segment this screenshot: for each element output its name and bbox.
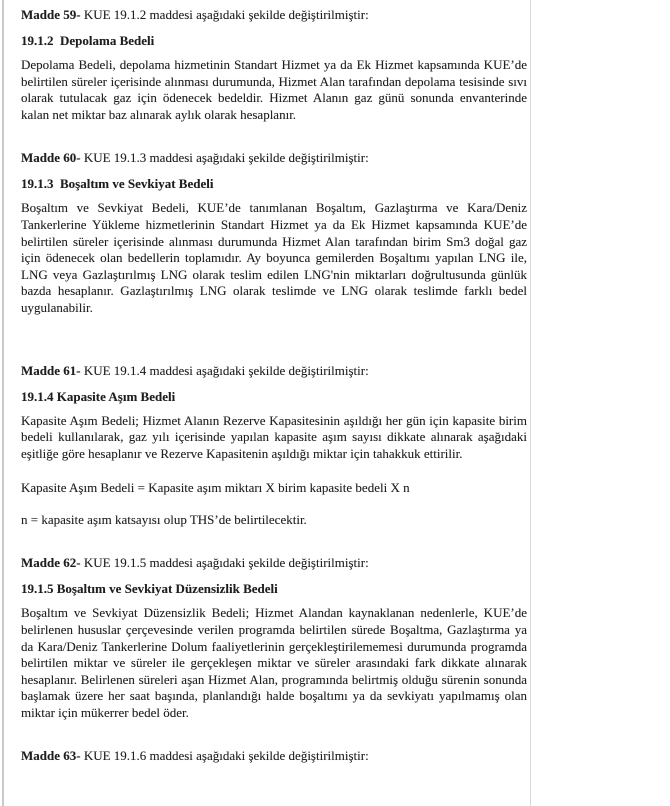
article-intro-line xyxy=(21,149,527,166)
article-intro-text: KUE 19.1.3 maddesi aşağıdaki şekilde değiştirilmiştir: xyxy=(83,150,369,166)
clause-paragraph: Boşaltım ve Sevkiyat Düzensizlik Bedeli; Hizmet Alandan kaynaklanan nedenlerle, KUE’de belirlenen hususlar çerçevesinde verilen programda belirtilen sürede Boşaltma, Gazlaştırma ya da Kara/Deniz Tankerlerine Dolum faaliyetlerinin gerçekleştirilememesi durumunda programda belirtilen miktar ve süreler ile gerçekleşen miktar ve süreler arasındaki fark dikkate alınarak hesaplanır. Belirlenen süreleri aşan Hizmet Alan, programında belirtmiş olduğu sürenin sonunda başlamak üzere her saat başında, planlandığı halde boşaltımı ya da sevkiyatı yapılmamış olan miktar için mükerrer bedel öder. xyxy=(21,605,527,720)
article-intro-line xyxy=(21,747,527,764)
article-intro-line xyxy=(21,6,527,23)
page-scan-edge-right xyxy=(530,0,531,806)
article-intro-text: KUE 19.1.6 maddesi aşağıdaki şekilde değiştirilmiştir: xyxy=(83,748,369,764)
article-section-madde-62 xyxy=(21,554,527,721)
article-number: Madde 62- xyxy=(21,555,81,571)
clause-paragraph: Boşaltım ve Sevkiyat Bedeli, KUE’de tanımlanan Boşaltım, Gazlaştırma ve Kara/Deniz Tankerlerine Yükleme hizmetlerinin Standart Hizmet ya da Ek Hizmet kapsamında KUE’de belirtilen süreler içerisinde alınması durumunda Hizmet Alan tarafından birim Sm3 doğal gaz için ödenecek olan bedellerin toplamıdır. Ay boyunca gemilerden Boşaltımı yapılan LNG ile, LNG veya Gazlaştırılmış LNG olarak teslim edilen LNG'nin miktarları doğrultusunda günlük bazda hesaplanır. Gazlaştırılmış LNG olarak teslimde ve LNG olarak teslimde farklı bedel uygulanabilir. xyxy=(21,200,527,315)
clause-paragraph: Depolama Bedeli, depolama hizmetinin Standart Hizmet ya da Ek Hizmet kapsamında KUE’de belirtilen süreler içerisinde alınması durumunda, Hizmet Alan tarafından depolama tesisinde sıvı olarak tutulacak gaz için ödenecek bedeldir. Hizmet Alanın gaz günü sonunda envanterinde kalan net miktar baz alınarak aylık olarak hesaplanır. xyxy=(21,57,527,122)
page-scan-edge-left xyxy=(2,0,4,806)
article-intro-text: KUE 19.1.2 maddesi aşağıdaki şekilde değiştirilmiştir: xyxy=(83,7,369,22)
clause-heading-19-1-4: 19.1.4 Kapasite Aşım Bedeli xyxy=(21,388,176,404)
clause-paragraph: Kapasite Aşım Bedeli; Hizmet Alanın Rezerve Kapasitesinin aşıldığı her gün için kapasite birim bedeli kullanılarak, gaz yılı içerisinde yapılan kapasite aşım sayısı dikkate alınarak aşağıdaki eşitliğe göre hesaplanır ve Rezerve Kapasitenin aşıldığı miktar için tahakkuk ettirilir. xyxy=(21,412,527,461)
article-intro-line xyxy=(21,554,527,571)
article-intro-text: KUE 19.1.4 maddesi aşağıdaki şekilde değiştirilmiştir: xyxy=(83,362,369,378)
article-section-madde-63 xyxy=(21,747,527,764)
article-intro-text: KUE 19.1.5 maddesi aşağıdaki şekilde değiştirilmiştir: xyxy=(83,555,369,571)
article-number: Madde 61- xyxy=(21,362,81,378)
article-section-madde-59 xyxy=(21,6,527,123)
clause-heading-19-1-2: 19.1.2 Depolama Bedeli xyxy=(21,33,155,48)
article-intro-line xyxy=(21,362,527,379)
clause-heading-19-1-3: 19.1.3 Boşaltım ve Sevkiyat Bedeli xyxy=(21,176,214,192)
article-section-madde-60 xyxy=(21,149,527,316)
article-number: Madde 60- xyxy=(21,150,81,166)
formula-coefficient-note: n = kapasite aşım katsayısı olup THS’de belirtilecektir. xyxy=(21,512,307,528)
article-section-madde-61 xyxy=(21,362,527,529)
clause-heading-19-1-5: 19.1.5 Boşaltım ve Sevkiyat Düzensizlik Bedeli xyxy=(21,581,278,597)
capacity-overrun-formula: Kapasite Aşım Bedeli = Kapasite aşım miktarı X birim kapasite bedeli X n xyxy=(21,480,410,496)
article-number: Madde 59- xyxy=(21,7,81,22)
article-number: Madde 63- xyxy=(21,748,81,764)
document-page xyxy=(21,6,527,764)
